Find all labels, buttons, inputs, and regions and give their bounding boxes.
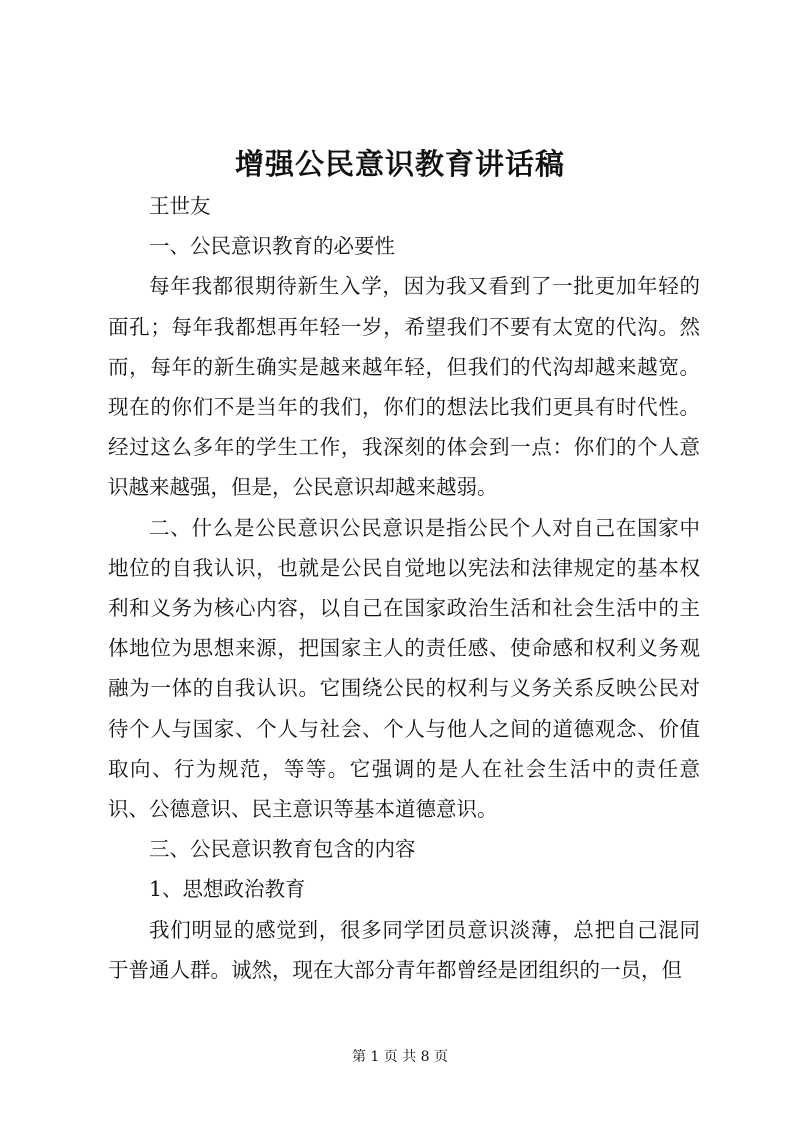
page-footer: 第 1 页 共 8 页 [351, 1049, 449, 1065]
paragraph-1: 每年我都很期待新生入学，因为我又看到了一批更加年轻的面孔；每年我都想再年轻一岁，希望我们不要有太宽的代沟。然而，每年的新生确实是越来越年轻，但我们的代沟却越来越宽。现在的你们不是当年的我们，你们的想法比我们更具有时代性。经过这么多年的学生工作，我深刻的体会到一点：你们的个人意识越来越强，但是，公民意识却越来越弱。 [108, 274, 700, 500]
section-heading-3: 三、公民意识教育包含的内容 [149, 837, 416, 862]
section-heading-1: 一、公民意识教育的必要性 [149, 234, 395, 259]
paragraph-2: 二、什么是公民意识公民意识是指公民个人对自己在国家中地位的自我认识，也就是公民自觉地以宪法和法律规定的基本权利和义务为核心内容，以自己在国家政治生活和社会生活中的主体地位为思想来源，把国家主人的责任感、使命感和权利义务观融为一体的自我认识。它围绕公民的权利与义务关系反映公民对待个人与国家、个人与社会、个人与他人之间的道德观念、价值取向、行为规范，等等。它强调的是人在社会生活中的责任意识、公德意识、民主意识等基本道德意识。 [108, 515, 700, 822]
author-line: 王世友 [149, 194, 211, 218]
document-body [108, 186, 700, 990]
paragraph-3: 我们明显的感觉到，很多同学团员意识淡薄，总把自己混同于普通人群。诚然，现在大部分青年都曾经是团组织的一员，但 [108, 917, 700, 982]
subsection-heading-1: 1、思想政治教育 [149, 877, 306, 902]
document-title: 增强公民意识教育讲话稿 [234, 147, 565, 181]
